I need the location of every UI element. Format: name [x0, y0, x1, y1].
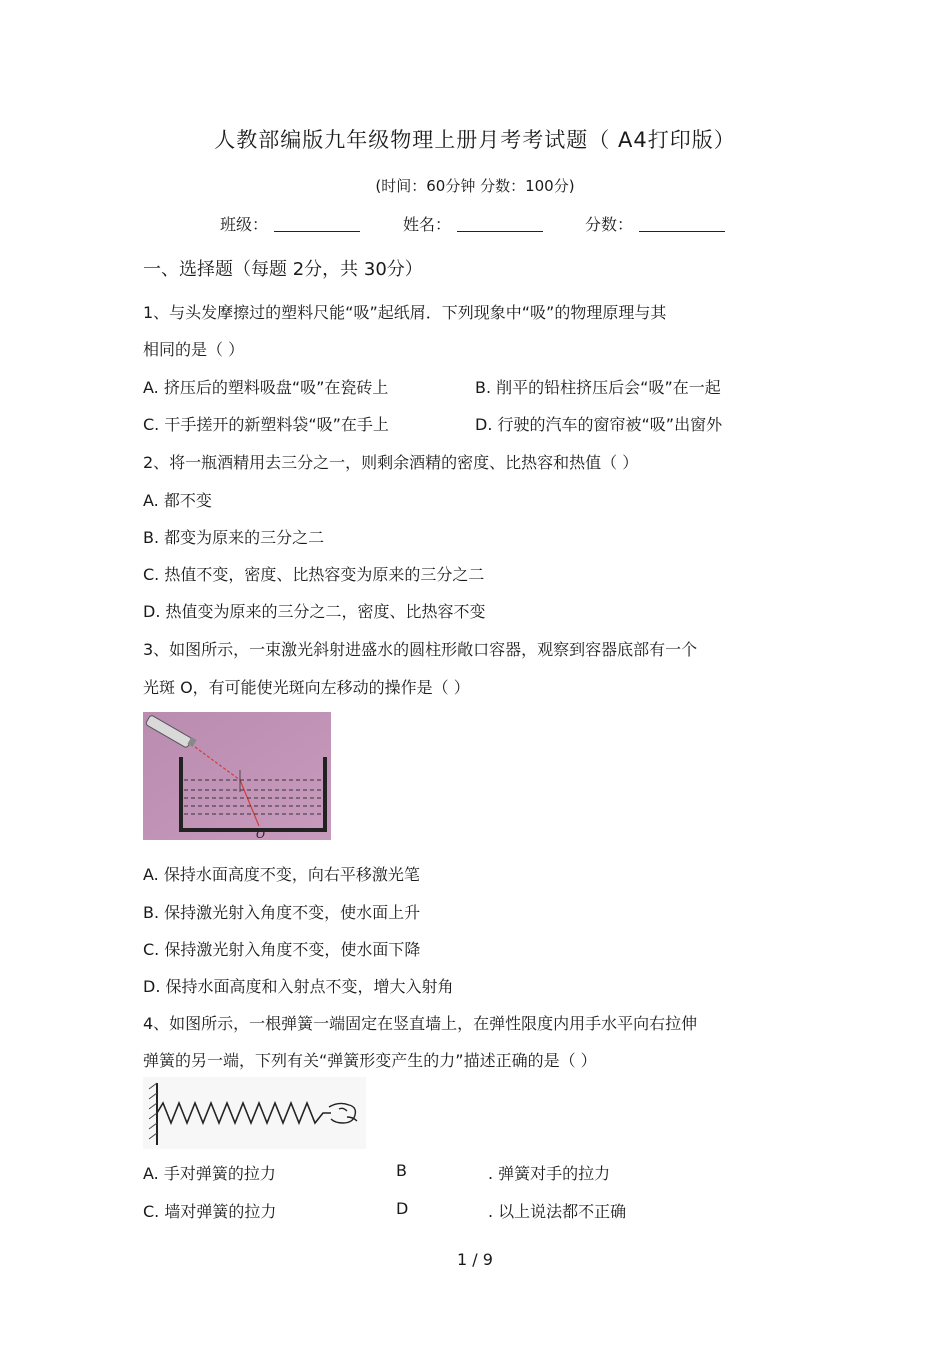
q4-option-b-letter: B — [396, 1161, 407, 1180]
q1-stem-line2: 相同的是（ ） — [143, 340, 245, 359]
q2-stem: 2、将一瓶酒精用去三分之一，则剩余酒精的密度、比热容和热值（ ） — [143, 453, 639, 472]
class-blank — [274, 215, 360, 232]
name-label: 姓名： — [403, 215, 452, 234]
q2-option-c: C. 热值不变，密度、比热容变为原来的三分之二 — [143, 565, 485, 584]
q4-option-b: . 弹簧对手的拉力 — [488, 1164, 611, 1183]
class-label: 班级： — [220, 215, 269, 234]
q3-option-d: D. 保持水面高度和入射点不变，增大入射角 — [143, 977, 454, 996]
q4-option-d-letter: D — [396, 1199, 409, 1218]
score-label: 分数： — [585, 215, 634, 234]
q4-stem-line1: 4、如图所示，一根弹簧一端固定在竖直墙上，在弹性限度内用手水平向右拉伸 — [143, 1014, 698, 1033]
page-title: 人教部编版九年级物理上册月考考试题（ A4打印版） — [214, 128, 736, 152]
q3-stem-line2: 光斑 O，有可能使光斑向左移动的操作是（ ） — [143, 678, 470, 697]
q4-option-a: A. 手对弹簧的拉力 — [143, 1164, 276, 1183]
q4-option-d: . 以上说法都不正确 — [488, 1202, 627, 1221]
q2-option-a: A. 都不变 — [143, 491, 212, 510]
exam-time-score: (时间：60分钟 分数：100分) — [375, 177, 575, 195]
q3-stem-line1: 3、如图所示，一束激光斜射进盛水的圆柱形敞口容器，观察到容器底部有一个 — [143, 640, 698, 659]
spot-label: O — [256, 828, 266, 840]
name-blank — [457, 215, 543, 232]
q3-option-b: B. 保持激光射入角度不变，使水面上升 — [143, 903, 421, 922]
q4-stem-line2: 弹簧的另一端，下列有关“弹簧形变产生的力”描述正确的是（ ） — [143, 1051, 597, 1070]
laser-container-figure — [143, 712, 331, 840]
section-heading: 一、选择题（每题 2分，共 30分） — [143, 259, 423, 280]
q4-option-c: C. 墙对弹簧的拉力 — [143, 1202, 277, 1221]
page-number: 1 / 9 — [457, 1250, 493, 1269]
q1-option-b: B. 削平的铅柱挤压后会“吸”在一起 — [475, 378, 721, 397]
q1-option-c: C. 干手搓开的新塑料袋“吸”在手上 — [143, 415, 389, 434]
q3-option-a: A. 保持水面高度不变，向右平移激光笔 — [143, 865, 420, 884]
q2-option-d: D. 热值变为原来的三分之二，密度、比热容不变 — [143, 602, 486, 621]
class-field — [220, 212, 360, 235]
score-field — [585, 212, 725, 235]
q1-option-a: A. 挤压后的塑料吸盘“吸”在瓷砖上 — [143, 378, 389, 397]
q1-stem-line1: 1、与头发摩擦过的塑料尺能“吸”起纸屑．下列现象中“吸”的物理原理与其 — [143, 303, 667, 322]
q1-option-d: D. 行驶的汽车的窗帘被“吸”出窗外 — [475, 415, 723, 434]
score-blank — [639, 215, 725, 232]
spring-figure — [143, 1077, 366, 1149]
q2-option-b: B. 都变为原来的三分之二 — [143, 528, 325, 547]
name-field — [403, 212, 543, 235]
q3-option-c: C. 保持激光射入角度不变，使水面下降 — [143, 940, 421, 959]
